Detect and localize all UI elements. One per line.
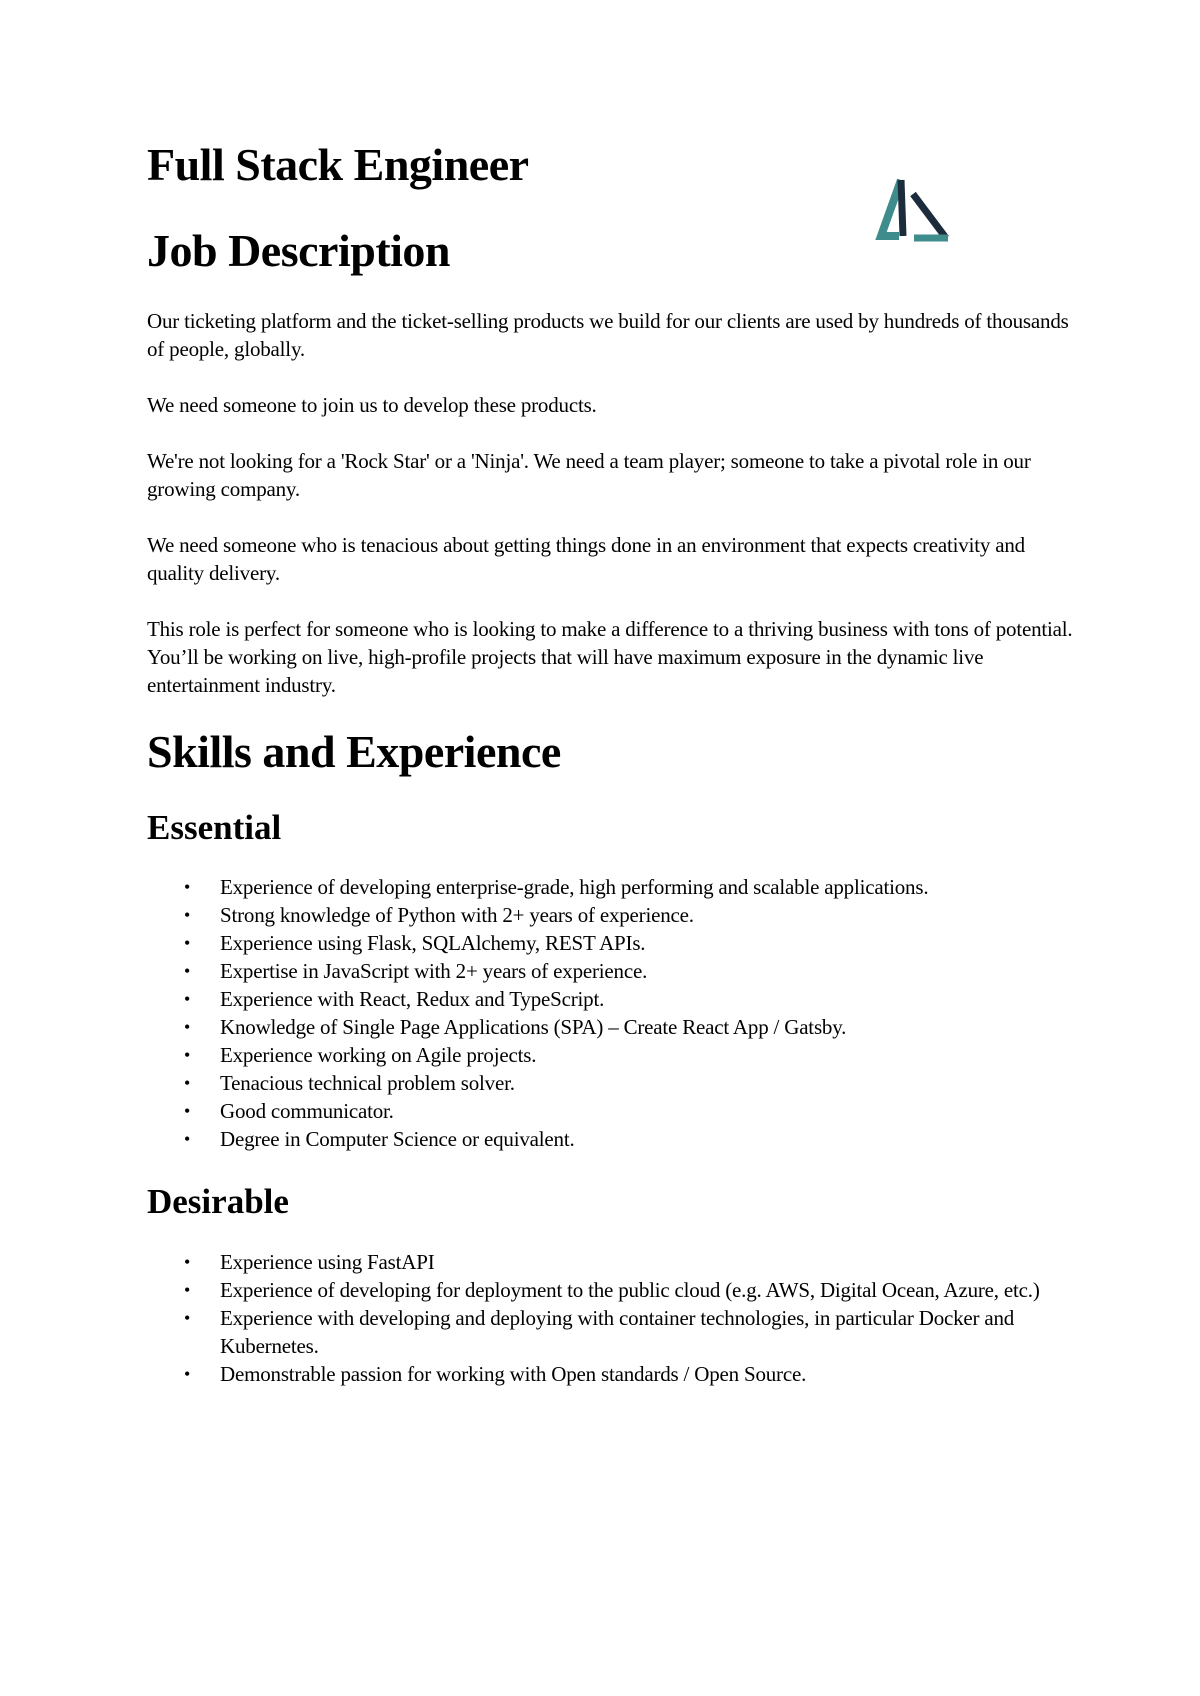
list-item-text: Good communicator.: [220, 1099, 394, 1124]
essential-list: [147, 873, 1077, 1153]
bullet-icon: •: [184, 1129, 191, 1150]
intro-paragraph: We need someone to join us to develop these products.: [147, 393, 597, 418]
list-item: [147, 873, 1077, 901]
bullet-icon: •: [184, 905, 191, 926]
bullet-icon: •: [184, 1045, 191, 1066]
bullet-icon: •: [184, 877, 191, 898]
list-item: [147, 1304, 1077, 1360]
desirable-list: [147, 1248, 1077, 1388]
list-item: [147, 985, 1077, 1013]
list-item: [147, 929, 1077, 957]
intro-paragraph: We're not looking for a 'Rock Star' or a 'Ninja'. We need a team player; someone to take a pivotal role in our growing company.: [147, 449, 1031, 502]
bullet-icon: •: [184, 1101, 191, 1122]
job-description-heading: Job Description: [147, 224, 450, 276]
list-item-text: Demonstrable passion for working with Open standards / Open Source.: [220, 1361, 807, 1386]
intro-section: [147, 307, 1077, 699]
list-item: [147, 957, 1077, 985]
intro-paragraph: This role is perfect for someone who is looking to make a difference to a thriving business with tons of potential. You’ll be working on live, high-profile projects that will have maximum exposure in the dynamic live entertainment industry.: [147, 617, 1073, 698]
list-item: [147, 1276, 1077, 1304]
document-content: [147, 140, 1077, 1388]
list-item: [147, 1360, 1077, 1388]
bullet-icon: •: [184, 1279, 191, 1300]
list-item-text: Experience with developing and deploying with container technologies, in particular Docker and Kubernetes.: [220, 1305, 1015, 1358]
list-item-text: Degree in Computer Science or equivalent.: [220, 1127, 575, 1152]
list-item: [147, 1125, 1077, 1153]
list-item-text: Expertise in JavaScript with 2+ years of experience.: [220, 959, 648, 984]
skills-heading: Skills and Experience: [147, 726, 561, 778]
bullet-icon: •: [184, 1073, 191, 1094]
list-item-text: Experience working on Agile projects.: [220, 1043, 537, 1068]
list-item-text: Strong knowledge of Python with 2+ years of experience.: [220, 903, 694, 928]
list-item: [147, 1013, 1077, 1041]
bullet-icon: •: [184, 961, 191, 982]
job-title: Full Stack Engineer: [147, 139, 529, 190]
list-item: [147, 1097, 1077, 1125]
list-item-text: Experience with React, Redux and TypeScript.: [220, 987, 605, 1012]
list-item-text: Experience using Flask, SQLAlchemy, REST APIs.: [220, 931, 646, 956]
list-item: [147, 901, 1077, 929]
list-item-text: Experience using FastAPI: [220, 1249, 435, 1274]
list-item-text: Tenacious technical problem solver.: [220, 1071, 515, 1096]
list-item-text: Experience of developing enterprise-grade, high performing and scalable applications.: [220, 875, 929, 900]
intro-paragraph: Our ticketing platform and the ticket-selling products we build for our clients are used by hundreds of thousands of people, globally.: [147, 309, 1069, 362]
bullet-icon: •: [184, 1363, 191, 1384]
bullet-icon: •: [184, 933, 191, 954]
bullet-icon: •: [184, 1017, 191, 1038]
list-item-text: Knowledge of Single Page Applications (SPA) – Create React App / Gatsby.: [220, 1015, 847, 1040]
bullet-icon: •: [184, 1251, 191, 1272]
list-item-text: Experience of developing for deployment to the public cloud (e.g. AWS, Digital Ocean, Azure, etc.): [220, 1277, 1040, 1302]
list-item: [147, 1069, 1077, 1097]
bullet-icon: •: [184, 1307, 191, 1328]
essential-heading: Essential: [147, 807, 282, 847]
intro-paragraph: We need someone who is tenacious about getting things done in an environment that expects creativity and quality delivery.: [147, 533, 1025, 586]
bullet-icon: •: [184, 989, 191, 1010]
list-item: [147, 1041, 1077, 1069]
desirable-heading: Desirable: [147, 1182, 289, 1222]
list-item: [147, 1248, 1077, 1276]
